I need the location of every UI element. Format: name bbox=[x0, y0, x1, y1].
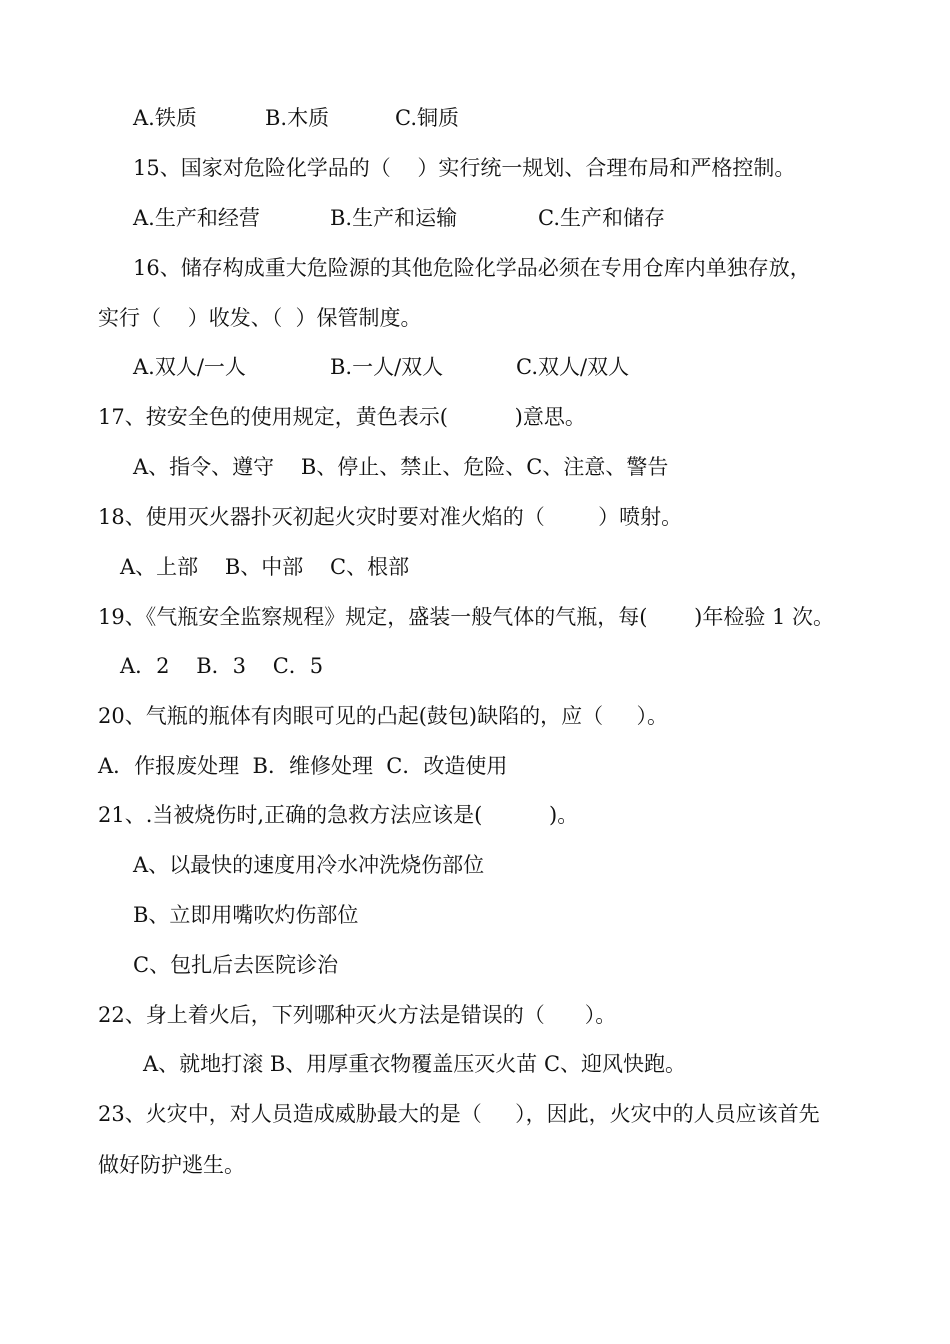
q23-question-line1: 23、火灾中，对人员造成威胁最大的是（ ），因此，火灾中的人员应该首先 bbox=[98, 1102, 820, 1126]
q22-question: 22、身上着火后，下列哪种灭火方法是错误的（ ）。 bbox=[98, 1003, 617, 1027]
q23-question-line2: 做好防护逃生。 bbox=[98, 1153, 245, 1177]
q16-question-line2: 实行（ ）收发、（ ）保管制度。 bbox=[98, 306, 422, 330]
q21-option-a: A、以最快的速度用冷水冲洗烧伤部位 bbox=[133, 853, 485, 877]
q20-options: A．作报废处理 B．维修处理 C．改造使用 bbox=[98, 754, 508, 778]
q16-option-c: C.双人/双人 bbox=[516, 355, 630, 379]
q22-options: A、就地打滚 B、用厚重衣物覆盖压灭火苗 C、迎风快跑。 bbox=[143, 1052, 687, 1076]
q15-option-a: A.生产和经营 bbox=[133, 206, 260, 230]
q20-question: 20、气瓶的瓶体有肉眼可见的凸起(鼓包)缺陷的，应（ ）。 bbox=[98, 704, 668, 728]
q21-question: 21、.当被烧伤时,正确的急救方法应该是( )。 bbox=[98, 803, 579, 827]
q15-option-b: B.生产和运输 bbox=[330, 206, 458, 230]
q21-option-b: B、立即用嘴吹灼伤部位 bbox=[133, 903, 359, 927]
q17-question: 17、按安全色的使用规定，黄色表示( )意思。 bbox=[98, 405, 586, 429]
q18-options: A、上部 B、中部 C、根部 bbox=[120, 555, 410, 579]
q14-option-a: A.铁质 bbox=[133, 106, 197, 130]
q16-option-a: A.双人/一人 bbox=[133, 355, 246, 379]
q19-question: 19、《气瓶安全监察规程》规定，盛装一般气体的气瓶，每( )年检验 1 次。 bbox=[98, 605, 835, 629]
q14-option-b: B.木质 bbox=[265, 106, 330, 130]
q21-option-c: C、包扎后去医院诊治 bbox=[133, 953, 339, 977]
q16-option-b: B.一人/双人 bbox=[330, 355, 444, 379]
q17-options: A、指令、遵守 B、停止、禁止、危险、C、注意、警告 bbox=[133, 455, 669, 479]
q19-options: A．2 B．3 C．5 bbox=[120, 654, 324, 678]
q15-option-c: C.生产和储存 bbox=[538, 206, 665, 230]
q18-question: 18、使用灭火器扑灭初起火灾时要对准火焰的（ ）喷射。 bbox=[98, 505, 683, 529]
q15-question: 15、国家对危险化学品的（ ）实行统一规划、合理布局和严格控制。 bbox=[133, 156, 796, 180]
q14-option-c: C.铜质 bbox=[395, 106, 459, 130]
q16-question-line1: 16、储存构成重大危险源的其他危险化学品必须在专用仓库内单独存放， bbox=[133, 256, 811, 280]
